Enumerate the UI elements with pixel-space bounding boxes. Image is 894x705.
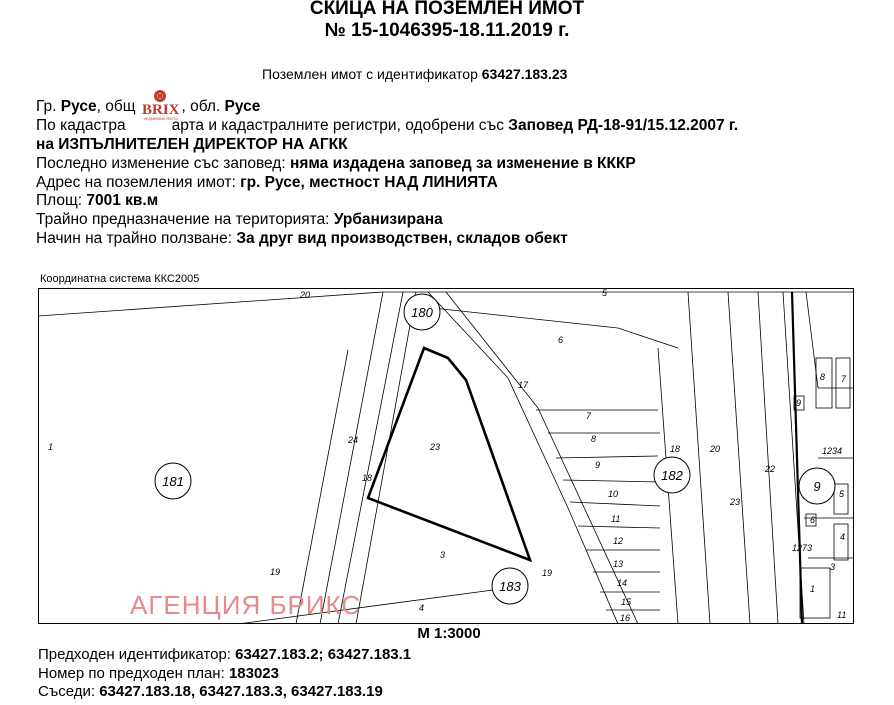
parcel-label: 1 <box>48 442 54 452</box>
block-180-label: 180 <box>411 305 433 320</box>
text-fragment: Заповед РД-18-91/15.12.2007 г. <box>508 117 739 134</box>
identifier-label: Поземлен имот с идентификатор <box>262 66 478 82</box>
map-scale: М 1:3000 <box>417 625 481 642</box>
parcel-label: 20 <box>300 290 311 300</box>
parcel-label: 3 <box>440 550 446 560</box>
parcel-label: 11 <box>611 514 621 524</box>
parcel-label: 13 <box>613 559 624 569</box>
parcel-label: 8 <box>591 434 597 444</box>
block-182-label: 182 <box>661 468 683 483</box>
text-fragment: Последно изменение със заповед: <box>36 155 290 172</box>
text-fragment: Предходен идентификатор: <box>38 646 236 663</box>
text-fragment: арта и кадастралните регистри, одобрени със <box>171 117 509 134</box>
parcel-label: 19 <box>270 567 281 577</box>
block-9-label: 9 <box>813 479 821 494</box>
text-fragment: 183023 <box>228 665 279 682</box>
text-fragment: По кадастра <box>36 117 126 134</box>
cadastral-map <box>38 288 854 624</box>
text-fragment: Съседи: <box>38 683 100 700</box>
parcel-label: 10 <box>608 489 619 499</box>
text-fragment: Номер по предходен план: <box>38 665 229 682</box>
area-line <box>36 192 158 210</box>
text-fragment: Адрес на поземления имот: <box>36 174 241 191</box>
text-fragment: 63427.183.18, 63427.183.3, 63427.183.19 <box>99 683 383 700</box>
purpose-line <box>36 211 443 229</box>
parcel-label: 4 <box>840 532 846 542</box>
parcel-label: 14 <box>617 578 628 588</box>
parcel-label: 12 <box>613 536 624 546</box>
parcel-label: 9 <box>595 460 601 470</box>
text-fragment: , общ <box>96 98 136 115</box>
text-fragment: няма издадена заповед за изменение в КККР <box>289 155 636 172</box>
text-fragment: 7001 кв.м <box>86 192 159 209</box>
text-fragment: на ИЗПЪЛНИТЕЛЕН ДИРЕКТОР НА АГКК <box>36 136 348 153</box>
parcel-label: 20 <box>710 444 721 454</box>
city-line <box>36 98 260 116</box>
identifier-line <box>262 66 567 82</box>
text-fragment: Русе <box>224 98 261 115</box>
parcel-label: 6 <box>558 335 564 345</box>
logo-subtext: НЕДВИЖИМИ ИМОТИ <box>144 117 178 121</box>
text-fragment: За друг вид производствен, складов обект <box>236 230 568 247</box>
order-by-line <box>36 136 348 154</box>
parcel-label: 23 <box>730 497 741 507</box>
document-title: СКИЦА НА ПОЗЕМЛЕН ИМОТ <box>309 0 585 19</box>
parcel-label: 16 <box>620 613 631 623</box>
block-183-label: 183 <box>499 579 521 594</box>
parcel-label: 7 <box>586 411 592 421</box>
text-fragment: , обл. <box>181 98 225 115</box>
parcel-label: 23 <box>430 442 441 452</box>
last-change-line <box>36 155 636 173</box>
parcel-label: 18 <box>362 473 373 483</box>
parcel-label: 1 <box>810 584 816 594</box>
address-line <box>36 174 498 192</box>
parcel-label: 5 <box>839 489 845 499</box>
parcel-label: 22 <box>765 464 776 474</box>
parcel-label: 3 <box>830 562 836 572</box>
text-fragment: Урбанизирана <box>333 211 443 228</box>
text-fragment: Гр. <box>36 98 61 115</box>
parcel-label: 9 <box>796 398 802 408</box>
document-number: № 15-1046395-18.11.2019 г. <box>324 20 570 41</box>
text-fragment: Трайно предназначение на територията: <box>36 211 334 228</box>
agency-watermark: АГЕНЦИЯ БРИКС <box>130 590 362 620</box>
parcel-label: 24 <box>348 435 359 445</box>
parcel-label: 11 <box>837 610 847 620</box>
text-fragment: Русе <box>60 98 97 115</box>
coord-system: Координатна система ККС2005 <box>40 273 200 285</box>
text-fragment: гр. Русе, местност НАД ЛИНИЯТА <box>240 174 498 191</box>
cadastre-line <box>36 117 738 135</box>
text-fragment: Начин на трайно ползване: <box>36 230 237 247</box>
parcel-label: 17 <box>518 380 529 390</box>
prev-plan-line <box>38 665 279 682</box>
prev-id-line <box>38 646 411 663</box>
parcel-label: 8 <box>820 372 826 382</box>
usage-line <box>36 230 568 248</box>
parcel-label: 7 <box>841 374 847 384</box>
logo-text: BRIX <box>142 102 180 118</box>
identifier-value: 63427.183.23 <box>481 66 568 82</box>
neighbors-line <box>38 683 383 700</box>
parcel-label: 5 <box>602 288 608 298</box>
parcel-label: 4 <box>419 603 425 613</box>
text-fragment: 63427.183.2; 63427.183.1 <box>235 646 412 663</box>
text-fragment: Площ: <box>36 192 87 209</box>
parcel-label: 15 <box>621 597 632 607</box>
parcel-label: 1273 <box>792 543 813 553</box>
parcel-label: 18 <box>670 444 681 454</box>
parcel-label: 19 <box>542 568 553 578</box>
block-181-label: 181 <box>162 474 184 489</box>
parcel-label: 6 <box>810 515 816 525</box>
parcel-label: 1234 <box>822 446 843 456</box>
